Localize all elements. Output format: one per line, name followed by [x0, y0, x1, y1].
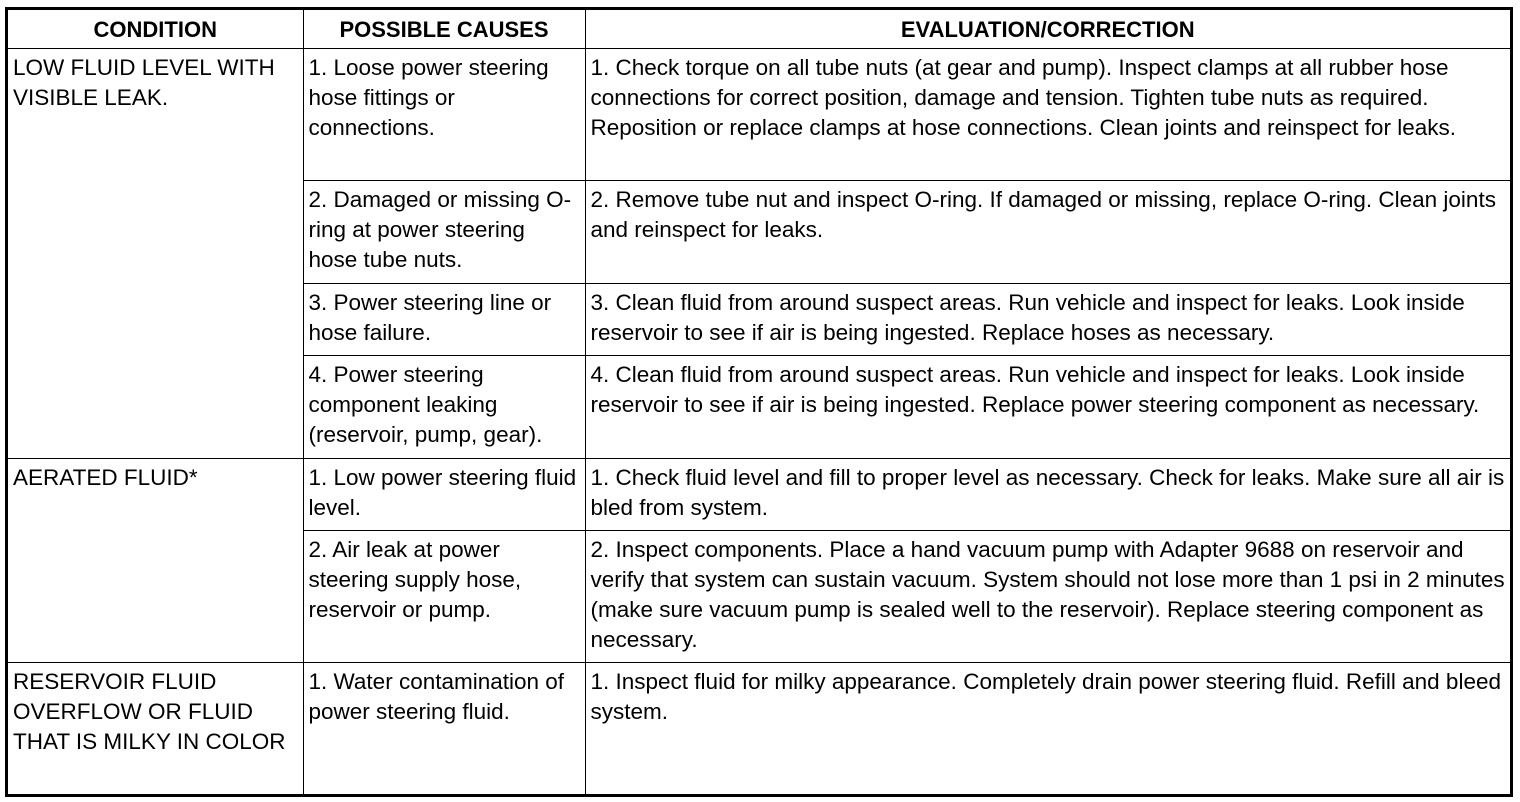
correction-cell: 4. Clean fluid from around suspect areas. Run vehicle and inspect for leaks. Look inside reservoir to see if air is being ingested. Replace power steering component as necessary. [585, 355, 1510, 458]
table-row [8, 48, 1510, 180]
cause-cell: 4. Power steering component leaking (reservoir, pump, gear). [303, 355, 585, 458]
correction-cell: 1. Check fluid level and fill to proper level as necessary. Check for leaks. Make sure all air is bled from system. [585, 458, 1510, 530]
diagnosis-table [8, 10, 1510, 794]
cause-cell: 2. Damaged or missing O-ring at power steering hose tube nuts. [303, 180, 585, 283]
correction-cell: 2. Remove tube nut and inspect O-ring. If damaged or missing, replace O-ring. Clean joints and reinspect for leaks. [585, 180, 1510, 283]
correction-cell: 3. Clean fluid from around suspect areas. Run vehicle and inspect for leaks. Look inside reservoir to see if air is being ingested. Replace hoses as necessary. [585, 283, 1510, 355]
diagnosis-table-frame [5, 7, 1513, 797]
cause-cell: 1. Water contamination of power steering fluid. [303, 662, 585, 794]
cause-cell: 1. Low power steering fluid level. [303, 458, 585, 530]
condition-cell: RESERVOIR FLUID OVERFLOW OR FLUID THAT IS MILKY IN COLOR [8, 662, 303, 794]
header-possible-causes: POSSIBLE CAUSES [303, 10, 585, 48]
correction-cell: 2. Inspect components. Place a hand vacuum pump with Adapter 9688 on reservoir and verify that system can sustain vacuum. System should not lose more than 1 psi in 2 minutes (make sure vacuum pump is sealed well to the reservoir). Replace steering component as necessary. [585, 530, 1510, 662]
condition-cell: LOW FLUID LEVEL WITH VISIBLE LEAK. [8, 48, 303, 458]
table-row [8, 662, 1510, 794]
header-evaluation-correction: EVALUATION/CORRECTION [585, 10, 1510, 48]
cause-cell: 2. Air leak at power steering supply hose, reservoir or pump. [303, 530, 585, 662]
table-row [8, 458, 1510, 530]
correction-cell: 1. Inspect fluid for milky appearance. Completely drain power steering fluid. Refill and bleed system. [585, 662, 1510, 794]
condition-cell: AERATED FLUID* [8, 458, 303, 662]
cause-cell: 1. Loose power steering hose fittings or connections. [303, 48, 585, 180]
cause-cell: 3. Power steering line or hose failure. [303, 283, 585, 355]
correction-cell: 1. Check torque on all tube nuts (at gear and pump). Inspect clamps at all rubber hose connections for correct position, damage and tension. Tighten tube nuts as required. Reposition or replace clamps at hose connections. Clean joints and reinspect for leaks. [585, 48, 1510, 180]
header-condition: CONDITION [8, 10, 303, 48]
header-row [8, 10, 1510, 48]
